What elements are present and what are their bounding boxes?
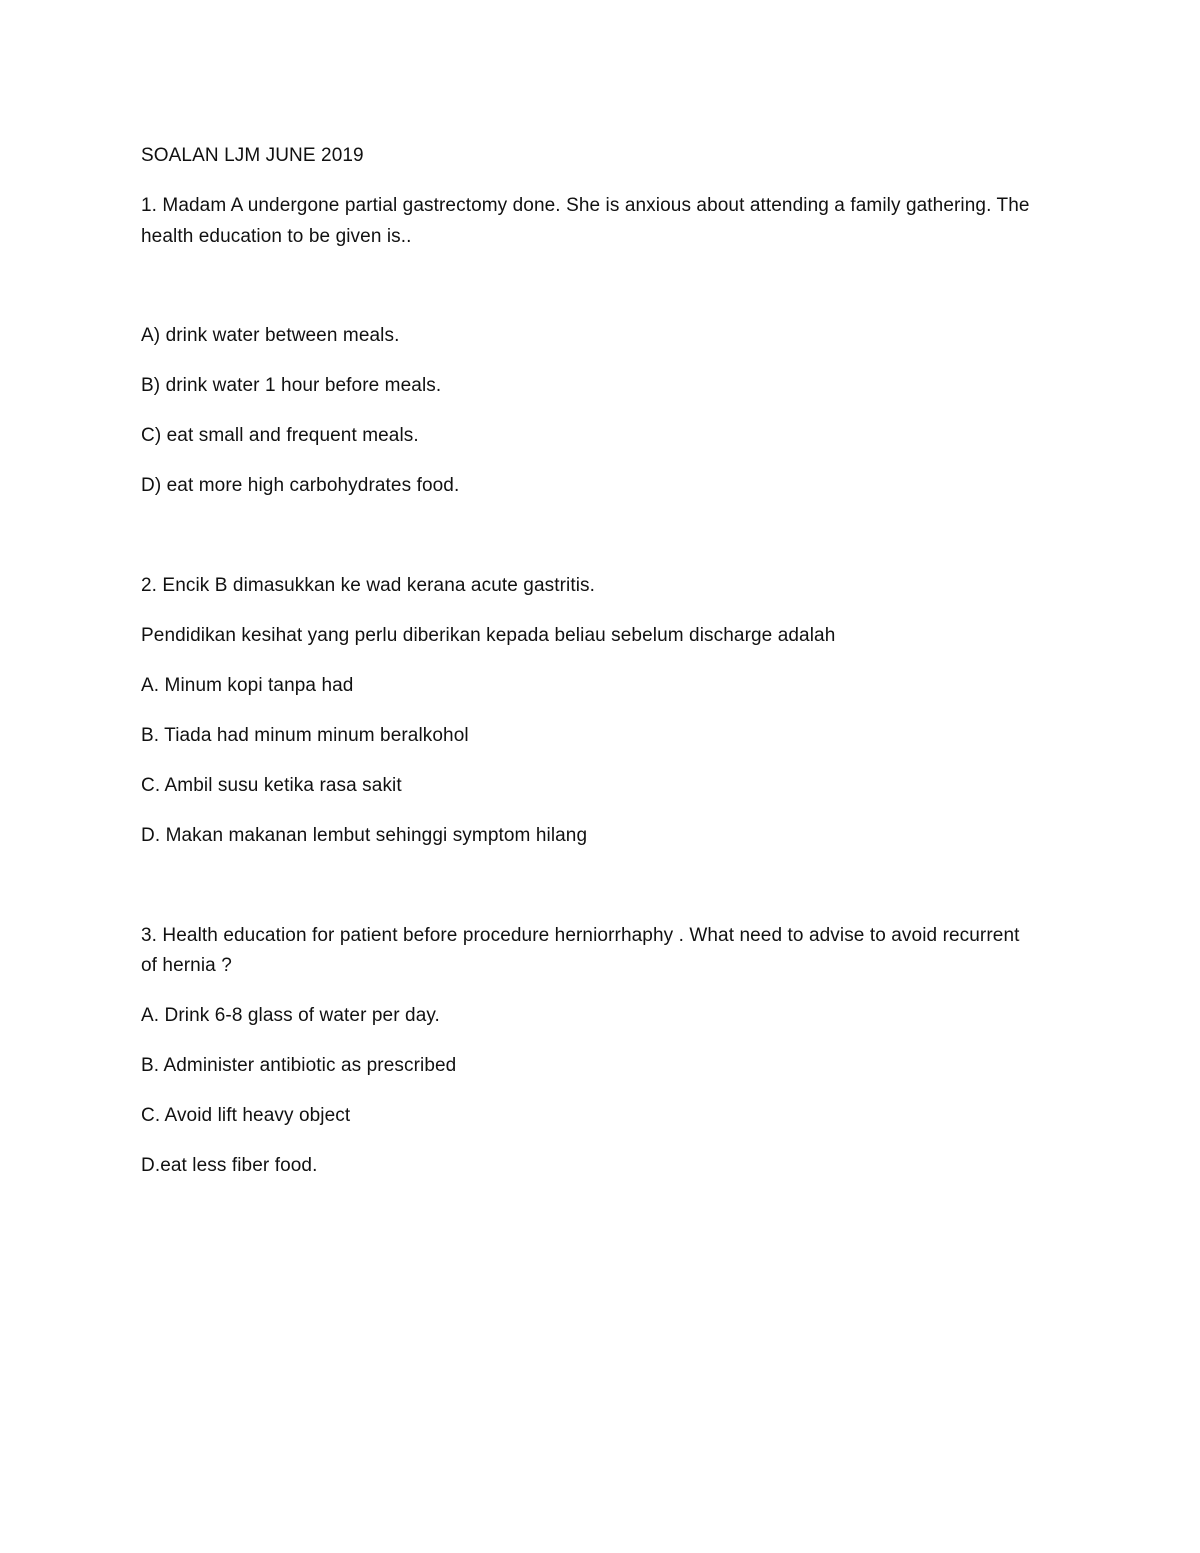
question-2-stem-line-1: 2. Encik B dimasukkan ke wad kerana acute gastritis.	[141, 575, 596, 596]
question-3-stem-line-1: 3. Health education for patient before procedure herniorrhaphy . What need to advise to avoid recurrent	[141, 925, 1020, 946]
question-3-option-d: D.eat less fiber food.	[141, 1155, 318, 1176]
question-3-option-b: B. Administer antibiotic as prescribed	[141, 1055, 457, 1076]
question-1-stem-line-1: 1. Madam A undergone partial gastrectomy done. She is anxious about attending a family gathering. The	[141, 195, 1030, 216]
question-2-stem-line-2: Pendidikan kesihat yang perlu diberikan kepada beliau sebelum discharge adalah	[141, 625, 836, 646]
document-title: SOALAN LJM JUNE 2019	[141, 145, 364, 166]
question-3-option-a: A. Drink 6-8 glass of water per day.	[141, 1005, 440, 1026]
question-2-option-b: B. Tiada had minum minum beralkohol	[141, 725, 469, 746]
question-1-option-c: C) eat small and frequent meals.	[141, 425, 419, 446]
question-2-option-c: C. Ambil susu ketika rasa sakit	[141, 775, 402, 796]
question-1-option-a: A) drink water between meals.	[141, 325, 400, 346]
question-1-option-b: B) drink water 1 hour before meals.	[141, 375, 442, 396]
question-3-stem-line-2: of hernia ?	[141, 955, 232, 976]
question-2-option-d: D. Makan makanan lembut sehinggi symptom hilang	[141, 825, 588, 846]
question-3-option-c: C. Avoid lift heavy object	[141, 1105, 351, 1126]
question-1-option-d: D) eat more high carbohydrates food.	[141, 475, 460, 496]
question-2-option-a: A. Minum kopi tanpa had	[141, 675, 354, 696]
question-1-stem-line-2: health education to be given is..	[141, 226, 412, 247]
